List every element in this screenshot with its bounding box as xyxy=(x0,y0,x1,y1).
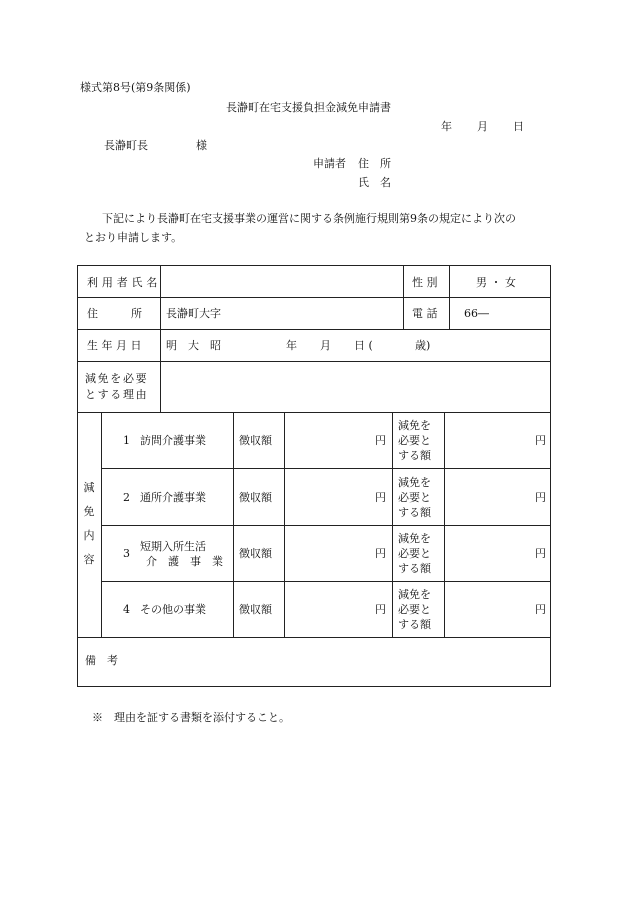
exempt-amount-label: 減免を 必要と する額 xyxy=(398,476,431,519)
remarks-field[interactable] xyxy=(138,639,548,685)
reason-label-2: とする理由 xyxy=(85,388,149,401)
sex-label: 性 別 xyxy=(412,276,438,289)
collection-yen[interactable]: 円 xyxy=(375,603,386,616)
service-number: 4 xyxy=(123,603,130,616)
address-value[interactable]: 長瀞町大字 xyxy=(166,307,221,320)
service-name: 短期入所生活 介 護 事 業 xyxy=(140,540,223,568)
document-title: 長瀞町在宅支援負担金減免申請書 xyxy=(226,101,391,114)
sex-options[interactable]: 男 ・ 女 xyxy=(476,276,516,289)
phone-label: 電 話 xyxy=(412,307,438,320)
exempt-yen[interactable]: 円 xyxy=(535,547,546,560)
honorific: 様 xyxy=(196,139,207,152)
footnote: ※ 理由を証する書類を添付すること。 xyxy=(92,711,290,724)
age-label: 歳) xyxy=(415,339,431,352)
birth-month-label: 月 xyxy=(320,339,331,352)
body-text-line-1: 下記により長瀞町在宅支援事業の運営に関する条例施行規則第9条の規定により次の xyxy=(102,212,516,225)
collection-yen[interactable]: 円 xyxy=(375,434,386,447)
service-name: 訪問介護事業 xyxy=(140,434,206,447)
body-text-line-2: とおり申請します。 xyxy=(84,231,183,244)
collection-amount-label: 徴収額 xyxy=(239,603,272,616)
service-number: 3 xyxy=(123,547,130,560)
reason-field[interactable] xyxy=(162,363,548,410)
birth-day-label: 日 ( xyxy=(354,339,373,352)
exempt-amount-label: 減免を 必要と する額 xyxy=(398,588,431,631)
user-name-label: 利用者氏名 xyxy=(87,276,162,289)
collection-amount-label: 徴収額 xyxy=(239,434,272,447)
service-name: 通所介護事業 xyxy=(140,491,206,504)
reduction-section-label: 減 免 内 容 xyxy=(83,481,95,566)
applicant-name-label: 氏 名 xyxy=(358,176,391,189)
form-number: 様式第8号(第9条関係) xyxy=(80,81,191,94)
exempt-yen[interactable]: 円 xyxy=(535,603,546,616)
addressee: 長瀞町長 xyxy=(104,139,148,152)
reason-label-1: 減免を必要 xyxy=(85,372,149,385)
birth-year-label: 年 xyxy=(286,339,297,352)
exempt-yen[interactable]: 円 xyxy=(535,434,546,447)
applicant-label: 申請者 xyxy=(313,157,346,170)
user-name-field[interactable] xyxy=(162,268,400,296)
date-year: 年 xyxy=(441,120,452,133)
service-name: その他の事業 xyxy=(140,603,206,616)
date-month: 月 xyxy=(477,120,488,133)
collection-yen[interactable]: 円 xyxy=(375,547,386,560)
collection-yen[interactable]: 円 xyxy=(375,491,386,504)
remarks-label: 備 考 xyxy=(85,654,118,667)
birth-eras[interactable]: 明 大 昭 xyxy=(166,339,221,352)
exempt-amount-label: 減免を 必要と する額 xyxy=(398,419,431,462)
applicant-address-label: 住 所 xyxy=(358,157,391,170)
phone-value[interactable]: 66― xyxy=(464,307,489,320)
address-label: 住 所 xyxy=(87,307,142,320)
birth-date-label: 生 年 月 日 xyxy=(87,339,142,352)
application-table xyxy=(77,265,551,687)
service-number: 2 xyxy=(123,491,130,504)
exempt-yen[interactable]: 円 xyxy=(535,491,546,504)
date-day: 日 xyxy=(513,120,524,133)
collection-amount-label: 徴収額 xyxy=(239,547,272,560)
collection-amount-label: 徴収額 xyxy=(239,491,272,504)
service-number: 1 xyxy=(123,434,130,447)
exempt-amount-label: 減免を 必要と する額 xyxy=(398,532,431,575)
